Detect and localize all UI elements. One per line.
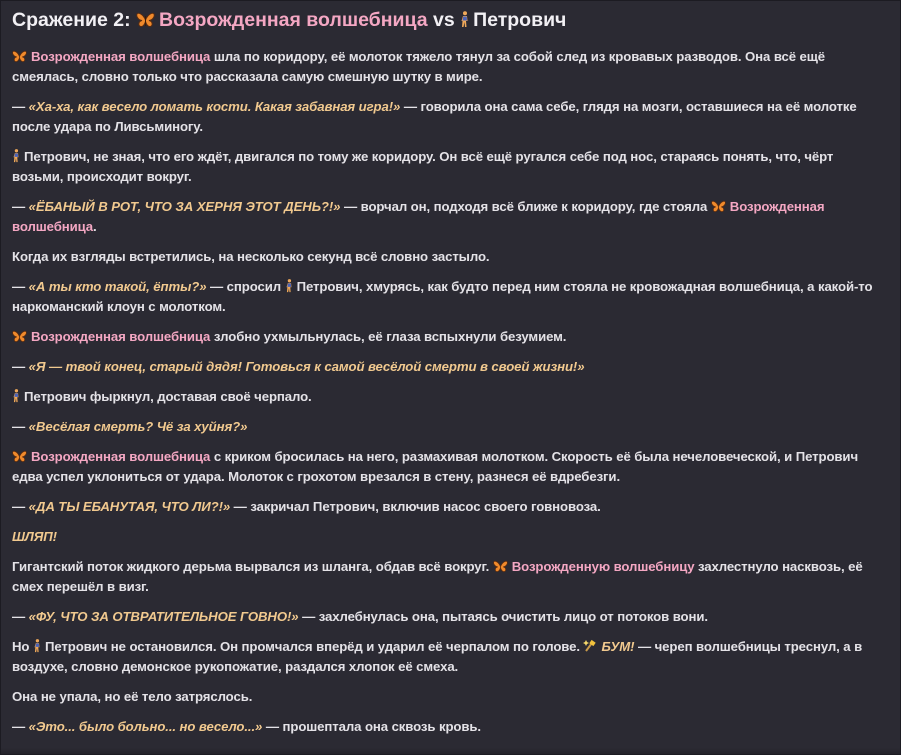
quote-text: «Это... было больно... но весело...» [28, 719, 263, 734]
hero-name: Возрожденная волшебница [31, 329, 211, 344]
story-paragraph-18 [12, 717, 888, 737]
dash: — [12, 279, 29, 294]
sparkle-hammer-icon [583, 639, 597, 653]
story-paragraph-7 [12, 327, 888, 347]
person-walking-icon [460, 11, 469, 28]
bottom-divider [1, 748, 900, 754]
paragraph-text: Петрович, не зная, что его ждёт, двигался по тому же коридору. Он всё ещё ругался себе под нос, стараясь понять, что, чёрт возьми, происходит вокруг. [12, 149, 834, 184]
person-walking-icon [33, 639, 41, 653]
quote-text: «Я — твой конец, старый дядя! Готовься к самой весёлой смерти в своей жизни!» [28, 359, 585, 374]
quote-text: «ФУ, ЧТО ЗА ОТВРАТИТЕЛЬНОЕ ГОВНО!» [28, 609, 299, 624]
title-hero-name: Возрожденная волшебница [159, 9, 428, 31]
dash: — [12, 609, 29, 624]
butterfly-icon [136, 12, 155, 28]
paragraph-text: — закричал Петрович, включив насос своего говновоза. [230, 499, 601, 514]
hero-name: Возрожденная волшебница [31, 49, 211, 64]
story-paragraph-1 [12, 47, 888, 87]
dash: — [12, 199, 29, 214]
paragraph-text-3: — череп волшебницы треснул, а в воздухе, словно демонское рукопожатие, раздался хлопок её смеха. [12, 639, 863, 674]
person-walking-icon [12, 149, 20, 163]
story-paragraph-10 [12, 417, 888, 437]
story-paragraph-6 [12, 277, 888, 317]
dash: — [12, 99, 29, 114]
story-paragraph-11 [12, 447, 888, 487]
butterfly-icon [12, 330, 27, 343]
paragraph-text: Петрович фыркнул, доставая своё черпало. [24, 389, 312, 404]
butterfly-icon [493, 560, 508, 573]
dash: — [12, 419, 29, 434]
butterfly-icon [12, 50, 27, 63]
paragraph-text: — захлебнулась она, пытаясь очистить лицо от потоков вони. [298, 609, 708, 624]
dash: — [12, 499, 29, 514]
story-paragraph-9 [12, 387, 888, 407]
paragraph-text: Но [12, 639, 33, 654]
title-vs: vs [432, 9, 455, 31]
battle-title [12, 7, 888, 33]
hero-name: Возрожденная волшебница [31, 449, 211, 464]
paragraph-text: — говорила она сама себе, глядя на мозги, оставшиеся на её молотке после удара по Ливсьминогу. [12, 99, 857, 134]
quote-text: «Ха-ха, как весело ломать кости. Какая забавная игра!» [28, 99, 401, 114]
story-paragraph-12 [12, 497, 888, 517]
story-paragraph-5 [12, 247, 888, 267]
paragraph-end: . [93, 219, 97, 234]
story-paragraph-2 [12, 97, 888, 137]
story-paragraph-15 [12, 607, 888, 627]
sound-effect-text: БУМ! [601, 639, 635, 654]
hero-name: Возрожденная волшебница [12, 199, 825, 234]
title-opponent-name: Петрович [473, 9, 567, 31]
story-paragraph-4 [12, 197, 888, 237]
paragraph-text-2: захлестнуло насквозь, её смех перешёл в визг. [12, 559, 863, 594]
person-walking-icon [285, 279, 293, 293]
paragraph-text: злобно ухмыльнулась, её глаза вспыхнули безумием. [210, 329, 567, 344]
dash: — [12, 719, 29, 734]
title-prefix: Сражение 2: [12, 9, 131, 31]
paragraph-text: — ворчал он, подходя всё ближе к коридору, где стояла [340, 199, 711, 214]
paragraph-text: шла по коридору, её молоток тяжело тянул за собой след из кровавых разводов. Она всё ещё смеялась, словно только что рассказала самую смешную шутку в мире. [12, 49, 826, 84]
paragraph-text-2: Петрович не остановился. Он промчался вперёд и ударил её черпалом по голове. [44, 639, 584, 654]
person-walking-icon [12, 389, 20, 403]
story-paragraph-17 [12, 687, 888, 707]
butterfly-icon [12, 450, 27, 463]
paragraph-text: Гигантский поток жидкого дерьма вырвался из шланга, обдав всё вокруг. [12, 559, 493, 574]
story-paragraph-16 [12, 637, 888, 677]
story-paragraph-13 [12, 527, 888, 547]
quote-text: «ДА ТЫ ЕБАНУТАЯ, ЧТО ЛИ?!» [28, 499, 231, 514]
paragraph-text: Когда их взгляды встретились, на несколько секунд всё словно застыло. [12, 249, 490, 264]
story-paragraph-8 [12, 357, 888, 377]
paragraph-text: Она не упала, но её тело затряслось. [12, 689, 253, 704]
paragraph-text: — спросил [206, 279, 285, 294]
hero-name: Возрожденную волшебницу [511, 559, 695, 574]
paragraph-text: с криком бросилась на него, размахивая молотком. Скорость её была нечеловеческой, и Петрович едва успел уклониться от удара. Молоток с грохотом врезался в стену, разнеся её вдребезги. [12, 449, 858, 484]
paragraph-text-2: Петрович, хмурясь, как будто перед ним стояла не кровожадная волшебница, а какой-то наркоманский клоун с молотком. [12, 279, 873, 314]
butterfly-icon [711, 200, 726, 213]
quote-text: «Весёлая смерть? Чё за хуйня?» [28, 419, 248, 434]
story-paragraph-14 [12, 557, 888, 597]
sound-effect-text: ШЛЯП! [12, 529, 57, 544]
dash: — [12, 359, 29, 374]
quote-text: «А ты кто такой, ёпты?» [28, 279, 207, 294]
paragraph-text: — прошептала она сквозь кровь. [262, 719, 481, 734]
quote-text: «ЁБАНЫЙ В РОТ, ЧТО ЗА ХЕРНЯ ЭТОТ ДЕНЬ?!» [28, 199, 341, 214]
story-paragraph-3 [12, 147, 888, 187]
